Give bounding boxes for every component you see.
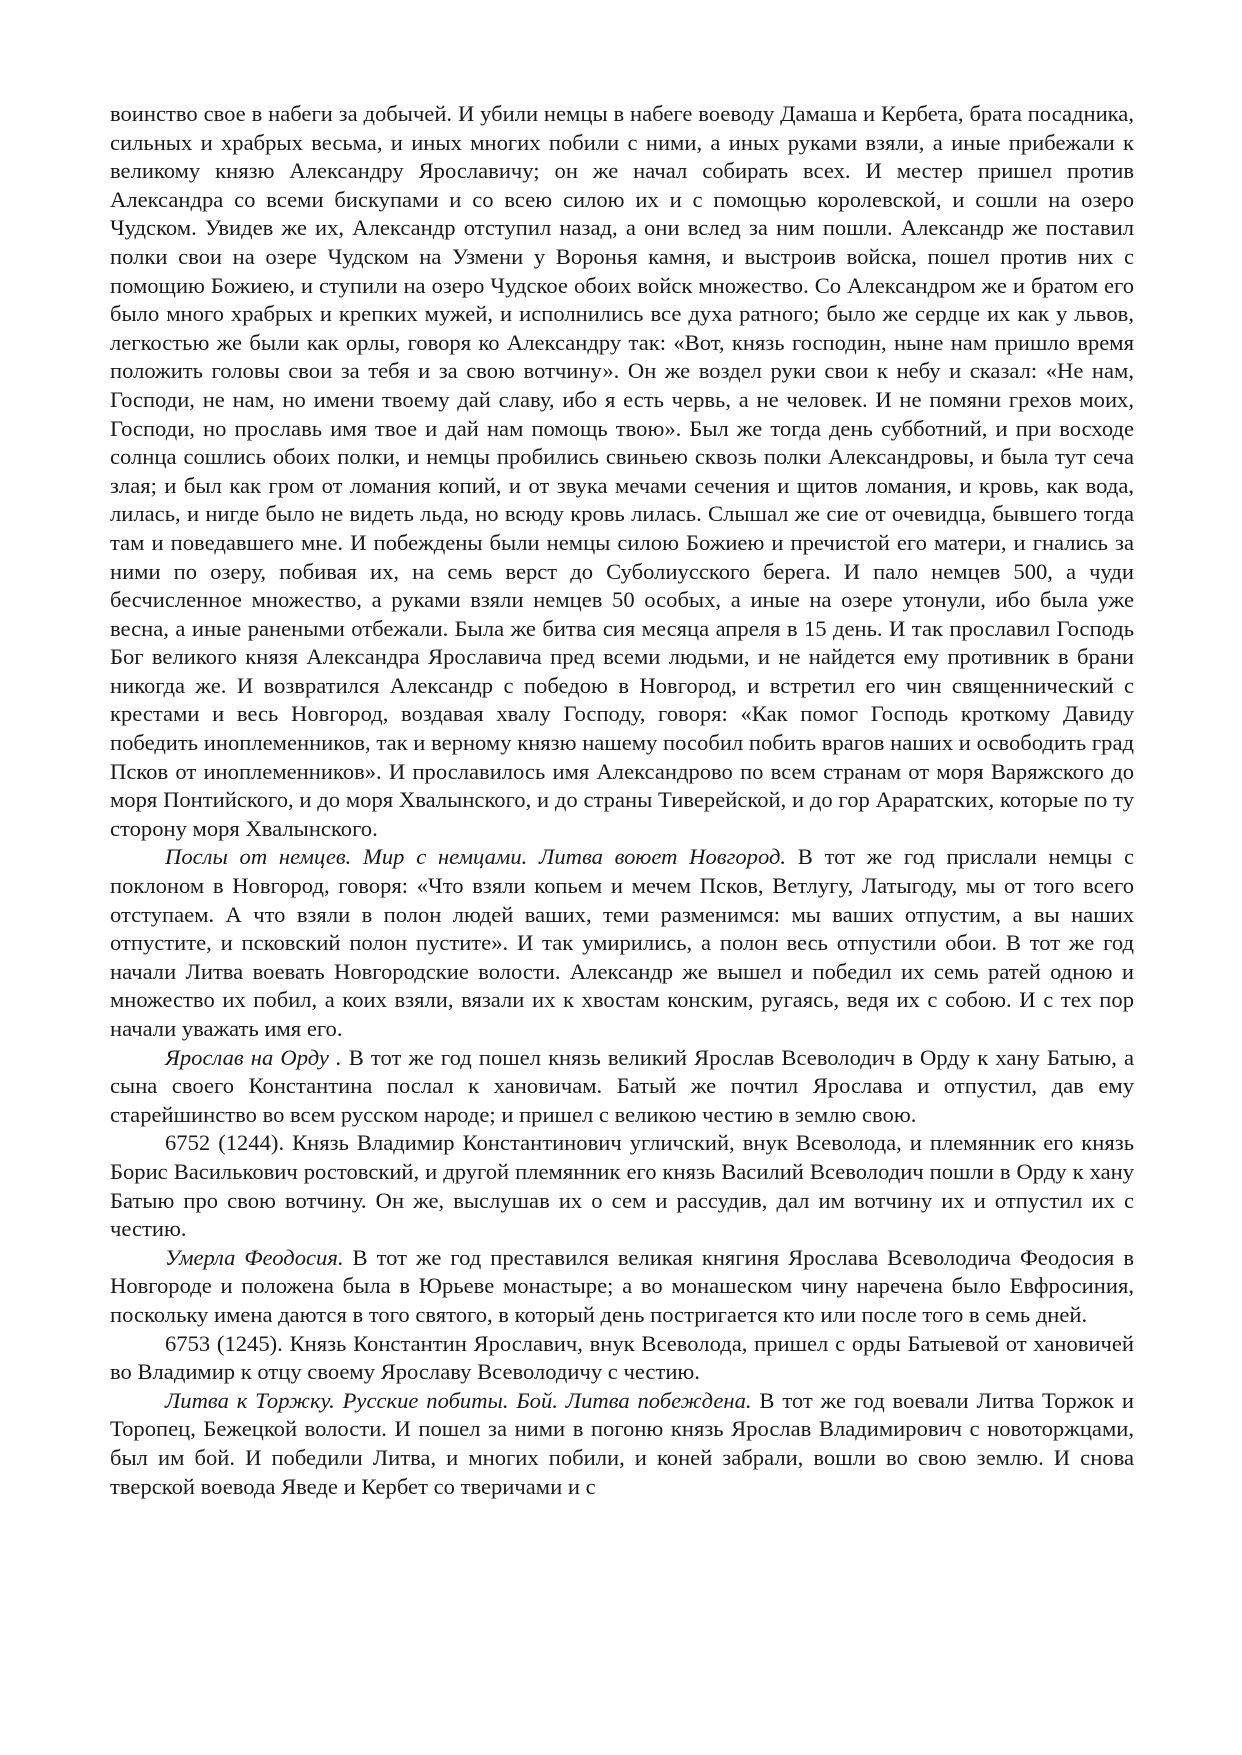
paragraph-year-6753	[110, 1330, 1134, 1387]
paragraph-battle-on-ice	[110, 100, 1134, 843]
paragraph-text: воинство свое в набеги за добычей. И убили немцы в набеге воеводу Дамаша и Кербета, брата посадника, сильных и храбрых весьма, и иных многих побили с ними, а иных руками взяли, а иные прибежали к великому князю Александру Ярославичу; он же начал собирать всех. И местер пришел против Александра со всеми бискупами и со всею силою их и с помощью королевской, и сошли на озеро Чудском. Увидев же их, Александр отступил назад, а они вслед за ним пошли. Александр же поставил полки свои на озере Чудском на Узмени у Воронья камня, и выстроив войска, пошел против них с помощию Божиею, и ступили на озеро Чудское обоих войск множество. Со Александром же и братом его было много храбрых и крепких мужей, и исполнились все духа ратного; было же сердце их как у львов, легкостью же были как орлы, говоря ко Александру так: «Вот, князь господин, ныне нам пришло время положить головы свои за тебя и за свою вотчину». Он же воздел руки свои к небу и сказал: «Не нам, Господи, не нам, но имени твоему дай славу, ибо я есть червь, а не человек. И не помяни грехов моих, Господи, но прославь имя твое и дай нам помощь твою». Был же тогда день субботний, и при восходе солнца сошлись обоих полки, и немцы пробились свиньею сквозь полки Александровы, и была тут сеча злая; и был как гром от ломания копий, и от звука мечами сечения и щитов ломания, и кровь, как вода, лилась, и нигде было не видеть льда, но всюду кровь лилась. Слышал же сие от очевидца, бывшего тогда там и поведавшего мне. И побеждены были немцы силою Божиею и пречистой его матери, и гнались за ними по озеру, побивая их, на семь верст до Суболиусского берега. И пало немцев 500, а чуди бесчисленное множество, а руками взяли немцев 50 особых, а иные на озере утонули, ибо была уже весна, а иные ранеными отбежали. Была же битва сия месяца апреля в 15 день. И так прославил Господь Бог великого князя Александра Ярославича пред всеми людьми, и не найдется ему противник в брани никогда же. И возвратился Александр с победою в Новгород, и встретил его чин священнический с крестами и весь Новгород, воздавая хвалу Господу, говоря: «Как помог Господь кроткому Давиду победить иноплеменников, так и верному князю нашему пособил побить врагов наших и освободить град Псков от иноплеменников». И прославилось имя Александрово по всем странам от моря Варяжского до моря Понтийского, и до моря Хвалынского, и до страны Тиверейской, и до гор Араратских, которые по ту сторону моря Хвалынского.	[110, 101, 1134, 841]
paragraph-text: В тот же год воевали Литва Торжок и Торопец, Бежецкой волости. И пошел за ними в погоню князь Ярослав Владимирович с новоторжцами, был им бой. И победили Литва, и многих побили, и коней забрали, вошли во свою землю. И снова тверской воевода Яведе и Кербет со тверичами и с	[110, 1387, 1135, 1499]
paragraph-text: В тот же год прислали немцы с поклоном в Новгород, говоря: «Что взяли копьем и мечем Псков, Ветлугу, Латыгоду, мы от того всего отступаем. А что взяли в полон людей ваших, теми разменимся: мы ваших отпустим, а вы наших отпустите, и псковский полон пустите». И так умирились, а полон весь отпустили обои. В тот же год начали Литва воевать Новгородские волости. Александр же вышел и победил их семь ратей одною и множество их побил, а коих взяли, вязали их к хвостам конским, ругаясь, ведя их с собою. И с тех пор начали уважать имя его.	[110, 844, 1135, 1041]
paragraph-text: 6752 (1244). Князь Владимир Константинович угличский, внук Всеволода, и племянник его князь Борис Василькович ростовский, и другой племянник его князь Василий Всеволодич пошли в Орду к хану Батыю про свою вотчину. Он же, выслушав их о сем и рассудив, дал им вотчину их и отпустил их с честию.	[110, 1130, 1134, 1242]
paragraph-year-6752	[110, 1129, 1134, 1243]
paragraph-text: В тот же год пошел князь великий Ярослав Всеволодич в Орду к хану Батыю, а сына своего Константина послал к хановичам. Батый же почтил Ярослава и отпустил, дав ему старейшинство во всем русском народе; и пришел с великою честию в землю свою.	[110, 1044, 1134, 1127]
paragraph-heading: Ярослав на Орду .	[165, 1044, 342, 1070]
paragraph-text: В тот же год преставился великая княгиня Ярослава Всеволодича Феодосия в Новгороде и положена была в Юрьеве монастыре; а во монашеском чину наречена было Евфросиния, поскольку имена даются в того святого, в который день постригается кто или после того в семь дней.	[110, 1244, 1135, 1327]
paragraph-heading: Послы от немцев. Мир с немцами. Литва воюет Новгород.	[165, 844, 787, 870]
paragraph-feodosia-died	[110, 1244, 1134, 1330]
paragraph-heading: Литва к Торжку. Русские побиты. Бой. Литва побеждена.	[165, 1387, 752, 1413]
paragraph-text: 6753 (1245). Князь Константин Ярославич, внук Всеволода, пришел с орды Батыевой от хановичей во Владимир к отцу своему Ярославу Всеволодичу с честию.	[110, 1330, 1134, 1385]
paragraph-lithuania-torzhok	[110, 1387, 1134, 1501]
document-page	[110, 100, 1134, 1501]
paragraph-yaroslav-to-horde	[110, 1044, 1134, 1130]
paragraph-heading: Умерла Феодосия.	[165, 1244, 344, 1270]
paragraph-envoys-from-germans	[110, 843, 1134, 1043]
